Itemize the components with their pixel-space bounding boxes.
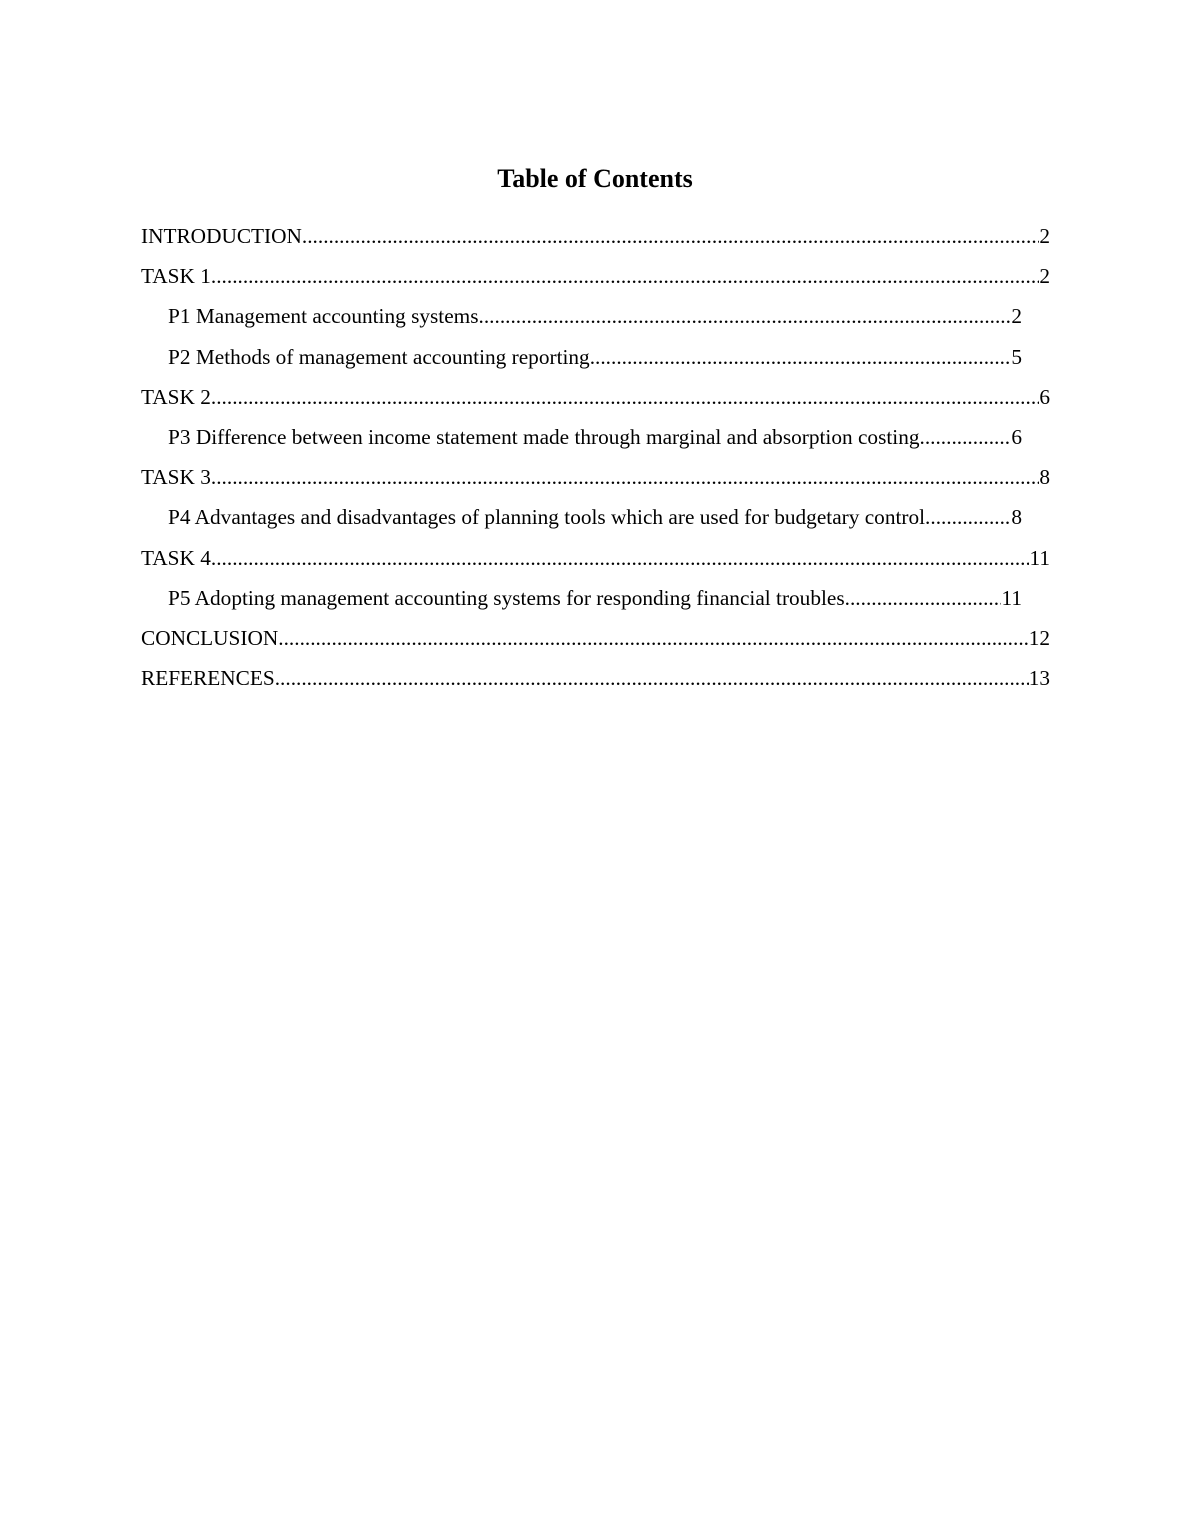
toc-entry-p2[interactable] <box>141 341 1022 381</box>
toc-entry-label: P2 Methods of management accounting reporting <box>168 344 590 369</box>
toc-entry-page-number: 5 <box>1011 344 1022 369</box>
toc-entry-task-2[interactable] <box>141 381 1050 421</box>
dot-leader <box>211 542 1030 574</box>
dot-leader <box>211 260 1039 292</box>
toc-entry-label: TASK 3 <box>141 465 211 490</box>
toc-entry-page-number: 11 <box>1029 545 1050 570</box>
toc-title: Table of Contents <box>497 164 693 193</box>
toc-entry-label: REFERENCES <box>141 666 275 691</box>
toc-entry-task-4[interactable] <box>141 542 1050 582</box>
toc-entry-page-number: 8 <box>1011 505 1022 530</box>
toc-entry-page-number: 6 <box>1011 424 1022 449</box>
toc-entry-page-number: 13 <box>1028 666 1050 691</box>
toc-entry-page-number: 2 <box>1039 264 1050 289</box>
dot-leader <box>845 582 1002 614</box>
toc-entry-page-number: 8 <box>1039 465 1050 490</box>
toc-entry-page-number: 12 <box>1028 625 1050 650</box>
toc-entry-label: INTRODUCTION <box>141 224 302 248</box>
dot-leader <box>302 220 1039 252</box>
dot-leader <box>211 461 1039 493</box>
toc-entry-page-number: 6 <box>1039 384 1050 409</box>
toc-entry-introduction[interactable] <box>141 220 1050 260</box>
toc-entry-p3[interactable] <box>141 421 1022 461</box>
table-of-contents <box>141 220 1050 702</box>
toc-entry-label: TASK 1 <box>141 264 211 289</box>
dot-leader <box>920 421 1012 453</box>
toc-entry-label: TASK 4 <box>141 545 211 570</box>
dot-leader <box>925 501 1011 533</box>
toc-entry-task-3[interactable] <box>141 461 1050 501</box>
dot-leader <box>479 300 1012 332</box>
toc-entry-page-number: 11 <box>1001 585 1022 610</box>
toc-entry-page-number: 2 <box>1011 304 1022 329</box>
toc-entry-label: P5 Adopting management accounting systems for responding financial troubles <box>168 585 845 610</box>
dot-leader <box>275 662 1029 694</box>
toc-entry-label: P4 Advantages and disadvantages of planning tools which are used for budgetary control <box>168 505 926 530</box>
dot-leader <box>211 381 1039 413</box>
toc-entry-p5[interactable] <box>141 582 1022 622</box>
toc-entry-references[interactable] <box>141 662 1050 702</box>
toc-entry-label: TASK 2 <box>141 384 211 409</box>
toc-entry-conclusion[interactable] <box>141 622 1050 662</box>
toc-entry-page-number: 2 <box>1039 224 1050 248</box>
toc-entry-p1[interactable] <box>141 300 1022 340</box>
toc-entry-label: P3 Difference between income statement made through marginal and absorption costing <box>168 424 920 449</box>
toc-entry-p4[interactable] <box>141 501 1022 541</box>
toc-entry-label: CONCLUSION <box>141 625 279 650</box>
dot-leader <box>278 622 1028 654</box>
toc-entry-task-1[interactable] <box>141 260 1050 300</box>
toc-entry-label: P1 Management accounting systems <box>168 304 479 329</box>
dot-leader <box>590 341 1012 373</box>
